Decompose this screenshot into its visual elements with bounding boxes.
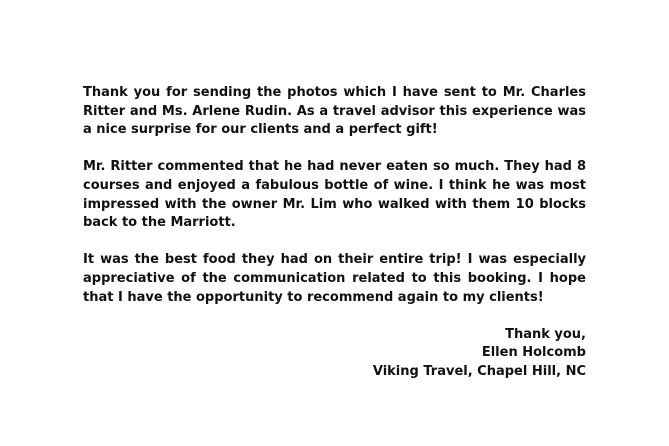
testimonial-letter bbox=[83, 84, 586, 382]
signature-organization: Viking Travel, Chapel Hill, NC bbox=[372, 363, 586, 379]
letter-paragraph-1: Thank you for sending the photos which I have sent to Mr. Charles Ritter and Ms. Arlene Rudin. As a travel advisor this experience was a nice surprise for our clients and a perfect gift! bbox=[83, 85, 586, 138]
signature-block bbox=[83, 326, 586, 382]
signature-name: Ellen Holcomb bbox=[481, 345, 586, 361]
signature-closing: Thank you, bbox=[505, 326, 586, 342]
letter-paragraph-2: Mr. Ritter commented that he had never eaten so much. They had 8 courses and enjoyed a fabulous bottle of wine. I think he was most impressed with the owner Mr. Lim who walked with them 10 blocks back to the Marriott. bbox=[83, 159, 586, 231]
letter-paragraph-3: It was the best food they had on their entire trip! I was especially appreciative of the communication related to this booking. I hope that I have the opportunity to recommend again to my clients! bbox=[83, 252, 586, 305]
